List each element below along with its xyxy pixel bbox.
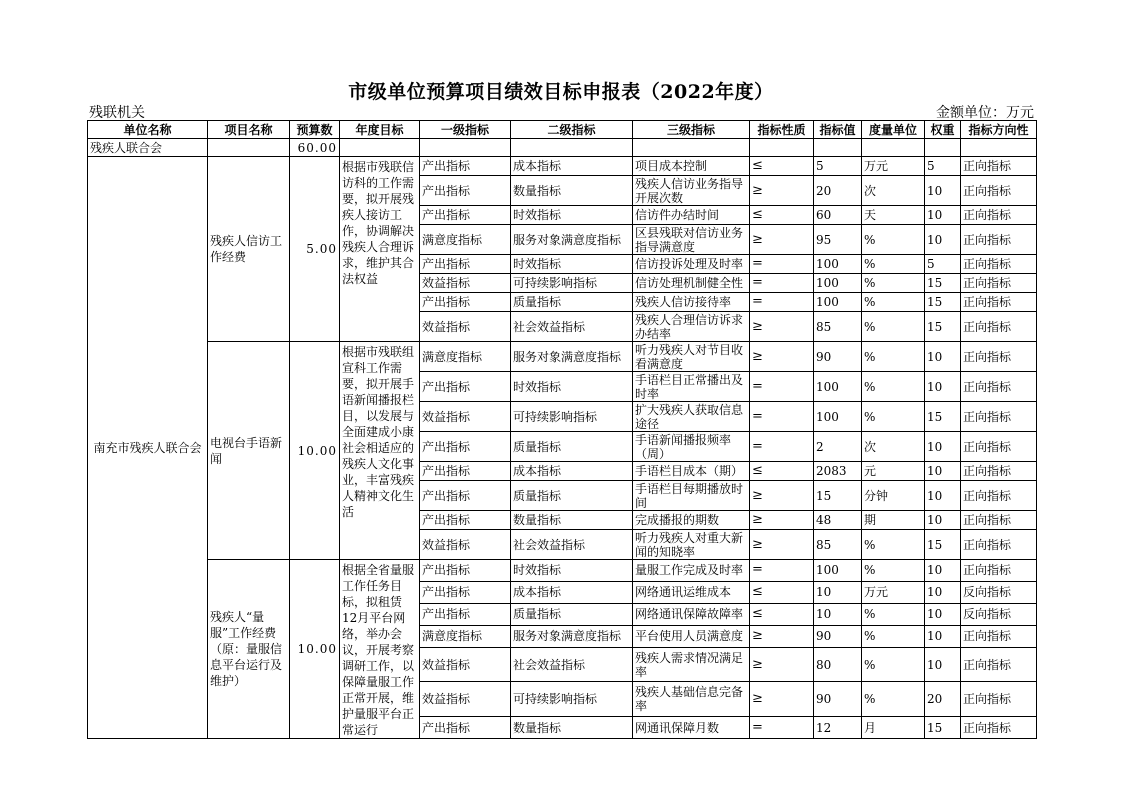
measure-unit: 万元 [862,581,925,603]
header-cell: 权重 [925,121,961,139]
level1-indicator: 产出指标 [420,717,511,739]
weight: 10 [925,432,961,462]
direction: 正向指标 [961,176,1037,206]
measure-unit: % [862,225,925,255]
measure-unit: % [862,560,925,582]
indicator-nature: = [750,372,814,402]
direction: 正向指标 [961,342,1037,372]
direction: 正向指标 [961,481,1037,511]
direction: 正向指标 [961,530,1037,560]
indicator-value: 100 [814,293,862,312]
weight: 15 [925,312,961,342]
measure-unit: 元 [862,462,925,481]
level3-indicator: 听力残疾人对节目收看满意度 [633,342,750,372]
weight: 20 [925,682,961,717]
level3-indicator: 项目成本控制 [633,157,750,176]
measure-unit: 天 [862,206,925,225]
weight: 10 [925,342,961,372]
indicator-value: 90 [814,625,862,647]
table-row [88,560,1037,582]
project-goal: 根据市残联信访科的工作需要，拟开展残疾人接访工作，协调解决残疾人合理诉求，维护其合法权益 [340,157,420,342]
indicator-value: 48 [814,511,862,530]
direction: 正向指标 [961,225,1037,255]
project-goal: 根据市残联组宣科工作需要，拟开展手语新闻播报栏目，以发展与全面建成小康社会相适应的残疾人文化事业，丰富残疾人精神文化生活 [340,342,420,560]
direction: 正向指标 [961,432,1037,462]
level3-indicator: 残疾人合理信访诉求办结率 [633,312,750,342]
level2-indicator: 时效指标 [511,206,633,225]
weight: 10 [925,581,961,603]
measure-unit: % [862,402,925,432]
measure-unit: % [862,274,925,293]
project-name: 残疾人“量服”工作经费（原：量服信息平台运行及维护） [208,560,290,739]
level1-indicator: 产出指标 [420,603,511,625]
indicator-nature: ≥ [750,647,814,682]
indicator-value: 90 [814,682,862,717]
level3-indicator: 扩大残疾人获取信息途径 [633,402,750,432]
direction: 正向指标 [961,255,1037,274]
level3-indicator: 网络通讯保障故障率 [633,603,750,625]
indicator-value: 10 [814,581,862,603]
level1-indicator: 产出指标 [420,560,511,582]
weight: 10 [925,603,961,625]
indicator-nature: = [750,560,814,582]
level1-indicator: 产出指标 [420,206,511,225]
summary-budget: 60.00 [290,139,340,157]
measure-unit: 期 [862,511,925,530]
level2-indicator: 时效指标 [511,560,633,582]
amount-unit: 金额单位：万元 [936,105,1034,121]
level1-indicator: 满意度指标 [420,225,511,255]
measure-unit: 次 [862,176,925,206]
measure-unit: 万元 [862,157,925,176]
level2-indicator: 可持续影响指标 [511,682,633,717]
level3-indicator: 网络通讯运维成本 [633,581,750,603]
level1-indicator: 产出指标 [420,481,511,511]
measure-unit: 分钟 [862,481,925,511]
measure-unit: % [862,647,925,682]
indicator-nature: ≥ [750,176,814,206]
level1-indicator: 产出指标 [420,581,511,603]
level2-indicator: 质量指标 [511,293,633,312]
level3-indicator: 手语栏目每期播放时间 [633,481,750,511]
indicator-nature: ≤ [750,603,814,625]
level2-indicator: 社会效益指标 [511,530,633,560]
indicator-nature: ≥ [750,342,814,372]
level3-indicator: 手语栏目正常播出及时率 [633,372,750,402]
level2-indicator: 成本指标 [511,157,633,176]
level1-indicator: 效益指标 [420,682,511,717]
indicator-value: 10 [814,603,862,625]
level1-indicator: 效益指标 [420,530,511,560]
header-cell: 单位名称 [88,121,208,139]
level2-indicator: 社会效益指标 [511,647,633,682]
direction: 反向指标 [961,603,1037,625]
level1-indicator: 产出指标 [420,157,511,176]
project-name: 电视台手语新闻 [208,342,290,560]
performance-table [87,120,1037,739]
weight: 15 [925,530,961,560]
direction: 正向指标 [961,625,1037,647]
indicator-value: 100 [814,274,862,293]
level3-indicator: 区县残联对信访业务指导满意度 [633,225,750,255]
indicator-value: 100 [814,560,862,582]
header-row [88,121,1037,139]
level3-indicator: 网通讯保障月数 [633,717,750,739]
weight: 5 [925,255,961,274]
measure-unit: 月 [862,717,925,739]
weight: 10 [925,462,961,481]
level3-indicator: 残疾人需求情况满足率 [633,647,750,682]
project-budget: 10.00 [290,560,340,739]
direction: 正向指标 [961,372,1037,402]
indicator-nature: ≤ [750,157,814,176]
indicator-nature: ≥ [750,682,814,717]
org-name-cell: 南充市残疾人联合会 [88,157,208,739]
direction: 反向指标 [961,581,1037,603]
org-label: 残联机关 [89,105,145,121]
header-cell: 一级指标 [420,121,511,139]
indicator-value: 2083 [814,462,862,481]
indicator-nature: ≤ [750,462,814,481]
level3-indicator: 平台使用人员满意度 [633,625,750,647]
weight: 15 [925,402,961,432]
direction: 正向指标 [961,647,1037,682]
header-cell: 二级指标 [511,121,633,139]
weight: 15 [925,717,961,739]
project-goal: 根据全省量服工作任务目标，拟租赁12月平台网络，举办会议，开展考察调研工作，以保障量服工作正常开展，维护量服平台正常运行 [340,560,420,739]
header-cell: 指标方向性 [961,121,1037,139]
measure-unit: % [862,682,925,717]
measure-unit: % [862,530,925,560]
direction: 正向指标 [961,682,1037,717]
level2-indicator: 可持续影响指标 [511,402,633,432]
level2-indicator: 成本指标 [511,581,633,603]
level2-indicator: 质量指标 [511,603,633,625]
weight: 5 [925,157,961,176]
indicator-value: 85 [814,312,862,342]
indicator-nature: ≥ [750,312,814,342]
weight: 10 [925,511,961,530]
project-name: 残疾人信访工作经费 [208,157,290,342]
level1-indicator: 产出指标 [420,511,511,530]
level2-indicator: 社会效益指标 [511,312,633,342]
weight: 10 [925,176,961,206]
level3-indicator: 信访处理机制健全性 [633,274,750,293]
level1-indicator: 满意度指标 [420,342,511,372]
level3-indicator: 残疾人基础信息完备率 [633,682,750,717]
indicator-value: 12 [814,717,862,739]
measure-unit: % [862,293,925,312]
indicator-nature: = [750,717,814,739]
indicator-value: 5 [814,157,862,176]
direction: 正向指标 [961,511,1037,530]
measure-unit: % [862,255,925,274]
level1-indicator: 产出指标 [420,432,511,462]
measure-unit: % [862,312,925,342]
header-cell: 指标性质 [750,121,814,139]
indicator-nature: = [750,274,814,293]
summary-row [88,139,1037,157]
level2-indicator: 质量指标 [511,432,633,462]
level2-indicator: 时效指标 [511,372,633,402]
header-cell: 项目名称 [208,121,290,139]
level1-indicator: 效益指标 [420,402,511,432]
level1-indicator: 产出指标 [420,372,511,402]
weight: 10 [925,481,961,511]
level1-indicator: 产出指标 [420,462,511,481]
level3-indicator: 信访件办结时间 [633,206,750,225]
header-cell: 预算数 [290,121,340,139]
indicator-value: 95 [814,225,862,255]
project-budget: 5.00 [290,157,340,342]
measure-unit: % [862,603,925,625]
level2-indicator: 时效指标 [511,255,633,274]
weight: 10 [925,560,961,582]
weight: 10 [925,372,961,402]
level3-indicator: 手语栏目成本（期） [633,462,750,481]
direction: 正向指标 [961,274,1037,293]
indicator-value: 20 [814,176,862,206]
indicator-nature: = [750,432,814,462]
indicator-value: 2 [814,432,862,462]
direction: 正向指标 [961,717,1037,739]
measure-unit: % [862,372,925,402]
level3-indicator: 残疾人信访接待率 [633,293,750,312]
indicator-value: 100 [814,255,862,274]
level3-indicator: 残疾人信访业务指导开展次数 [633,176,750,206]
header-cell: 年度目标 [340,121,420,139]
indicator-nature: = [750,255,814,274]
table-row [88,157,1037,176]
indicator-value: 100 [814,402,862,432]
level2-indicator: 可持续影响指标 [511,274,633,293]
level1-indicator: 产出指标 [420,255,511,274]
direction: 正向指标 [961,293,1037,312]
weight: 10 [925,647,961,682]
indicator-value: 60 [814,206,862,225]
measure-unit: 次 [862,432,925,462]
indicator-nature: ≥ [750,225,814,255]
level1-indicator: 产出指标 [420,293,511,312]
level3-indicator: 听力残疾人对重大新闻的知晓率 [633,530,750,560]
level1-indicator: 产出指标 [420,176,511,206]
indicator-nature: ≥ [750,625,814,647]
indicator-nature: ≤ [750,581,814,603]
level2-indicator: 数量指标 [511,511,633,530]
direction: 正向指标 [961,157,1037,176]
table-row [88,342,1037,372]
direction: 正向指标 [961,560,1037,582]
measure-unit: % [862,342,925,372]
level3-indicator: 信访投诉处理及时率 [633,255,750,274]
weight: 10 [925,225,961,255]
indicator-nature: ≤ [750,206,814,225]
level1-indicator: 效益指标 [420,312,511,342]
indicator-value: 100 [814,372,862,402]
weight: 15 [925,274,961,293]
indicator-value: 80 [814,647,862,682]
level2-indicator: 质量指标 [511,481,633,511]
level2-indicator: 服务对象满意度指标 [511,625,633,647]
header-cell: 指标值 [814,121,862,139]
indicator-value: 85 [814,530,862,560]
indicator-value: 90 [814,342,862,372]
level1-indicator: 效益指标 [420,274,511,293]
indicator-value: 15 [814,481,862,511]
level2-indicator: 成本指标 [511,462,633,481]
header-cell: 三级指标 [633,121,750,139]
summary-unit: 残疾人联合会 [88,139,208,157]
level2-indicator: 数量指标 [511,717,633,739]
level2-indicator: 数量指标 [511,176,633,206]
level2-indicator: 服务对象满意度指标 [511,342,633,372]
weight: 15 [925,293,961,312]
level3-indicator: 手语新闻播报频率（周） [633,432,750,462]
level1-indicator: 满意度指标 [420,625,511,647]
project-budget: 10.00 [290,342,340,560]
direction: 正向指标 [961,206,1037,225]
direction: 正向指标 [961,312,1037,342]
weight: 10 [925,625,961,647]
indicator-nature: ≥ [750,511,814,530]
direction: 正向指标 [961,462,1037,481]
level2-indicator: 服务对象满意度指标 [511,225,633,255]
header-cell: 度量单位 [862,121,925,139]
indicator-nature: ≥ [750,481,814,511]
direction: 正向指标 [961,402,1037,432]
indicator-nature: = [750,402,814,432]
page-title: 市级单位预算项目绩效目标申报表（2022年度） [348,81,774,103]
weight: 10 [925,206,961,225]
indicator-nature: ≥ [750,530,814,560]
level1-indicator: 效益指标 [420,647,511,682]
level3-indicator: 完成播报的期数 [633,511,750,530]
measure-unit: % [862,625,925,647]
level3-indicator: 量服工作完成及时率 [633,560,750,582]
indicator-nature: = [750,293,814,312]
